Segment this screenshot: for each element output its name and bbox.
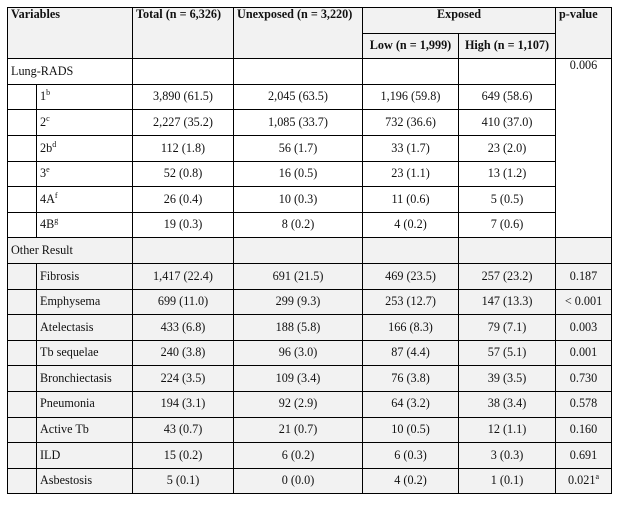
low-value bbox=[363, 110, 459, 136]
high-value-text: 1 (0.1) bbox=[490, 473, 524, 488]
indent-cell bbox=[8, 187, 37, 213]
total-value bbox=[133, 391, 234, 417]
row-label-text: 4A bbox=[40, 191, 55, 206]
total-value-text: 52 (0.8) bbox=[163, 166, 203, 181]
total-value-text: 19 (0.3) bbox=[163, 217, 203, 232]
low-value bbox=[363, 340, 459, 366]
unexposed-value bbox=[234, 417, 363, 443]
low-value-text: 23 (1.1) bbox=[391, 166, 430, 181]
total-value-text: 2,227 (35.2) bbox=[153, 114, 213, 129]
total-value-text: 194 (3.1) bbox=[160, 396, 206, 411]
low-value-text: 166 (8.3) bbox=[388, 319, 433, 334]
p-value bbox=[556, 263, 612, 289]
low-value-text: 4 (0.2) bbox=[394, 473, 427, 488]
indent-cell bbox=[8, 443, 37, 469]
indent-cell bbox=[8, 263, 37, 289]
indent-cell bbox=[8, 84, 37, 110]
empty-cell bbox=[459, 238, 556, 264]
p-value-text: 0.730 bbox=[569, 370, 598, 385]
row-label bbox=[37, 443, 133, 469]
indent-cell bbox=[8, 468, 37, 494]
total-value bbox=[133, 187, 234, 213]
table-container bbox=[7, 7, 611, 494]
total-value bbox=[133, 366, 234, 392]
total-value bbox=[133, 212, 234, 238]
unexposed-value bbox=[234, 366, 363, 392]
total-value bbox=[133, 84, 234, 110]
total-value-text: 26 (0.4) bbox=[163, 191, 203, 206]
unexposed-value bbox=[234, 161, 363, 187]
row-label-footnote: f bbox=[54, 190, 58, 200]
table-row bbox=[8, 187, 612, 213]
indent-cell bbox=[8, 135, 37, 161]
row-label-text: Atelectasis bbox=[40, 319, 94, 334]
p-value-text: 0.187 bbox=[569, 268, 598, 283]
header-variables: Variables bbox=[8, 8, 133, 59]
header-total: Total (n = 6,326) bbox=[133, 8, 234, 59]
high-value bbox=[459, 135, 556, 161]
unexposed-value-text: 1,085 (33.7) bbox=[268, 114, 328, 129]
table-body bbox=[8, 59, 612, 494]
low-value bbox=[363, 443, 459, 469]
unexposed-value bbox=[234, 84, 363, 110]
p-value bbox=[556, 315, 612, 341]
low-value bbox=[363, 187, 459, 213]
low-value-text: 76 (3.8) bbox=[391, 370, 430, 385]
row-label-text: Pneumonia bbox=[40, 396, 95, 411]
row-label-text: Asbestosis bbox=[40, 473, 93, 488]
total-value-text: 3,890 (61.5) bbox=[153, 89, 213, 104]
row-label-footnote: c bbox=[46, 113, 50, 123]
p-value-footnote: a bbox=[595, 472, 599, 482]
total-value-text: 5 (0.1) bbox=[166, 473, 200, 488]
unexposed-value-text: 16 (0.5) bbox=[278, 166, 318, 181]
row-label bbox=[37, 340, 133, 366]
row-label bbox=[37, 315, 133, 341]
row-label bbox=[37, 289, 133, 315]
low-value-text: 10 (0.5) bbox=[391, 422, 430, 437]
total-value bbox=[133, 340, 234, 366]
high-value-text: 79 (7.1) bbox=[487, 319, 527, 334]
unexposed-value-text: 109 (3.4) bbox=[275, 370, 321, 385]
row-label-text: 1 bbox=[40, 89, 47, 104]
table-row bbox=[8, 110, 612, 136]
high-value-text: 12 (1.1) bbox=[487, 422, 527, 437]
p-value-text: 0.021 bbox=[568, 473, 596, 488]
total-value-text: 224 (3.5) bbox=[160, 370, 206, 385]
indent-cell bbox=[8, 391, 37, 417]
low-value-text: 4 (0.2) bbox=[394, 217, 427, 232]
unexposed-value bbox=[234, 110, 363, 136]
total-value bbox=[133, 289, 234, 315]
row-label-footnote: d bbox=[52, 139, 57, 149]
row-label bbox=[37, 391, 133, 417]
section-row-other bbox=[8, 238, 612, 264]
unexposed-value-text: 299 (9.3) bbox=[275, 294, 321, 309]
unexposed-value-text: 8 (0.2) bbox=[281, 217, 315, 232]
low-value bbox=[363, 161, 459, 187]
low-value bbox=[363, 366, 459, 392]
unexposed-value bbox=[234, 289, 363, 315]
row-label-footnote: e bbox=[46, 165, 50, 175]
p-value-text: 0.578 bbox=[569, 396, 598, 411]
empty-cell bbox=[459, 59, 556, 85]
section-label-other-text: Other Result bbox=[11, 242, 73, 257]
low-value bbox=[363, 315, 459, 341]
unexposed-value-text: 92 (2.9) bbox=[278, 396, 318, 411]
high-value-text: 57 (5.1) bbox=[487, 345, 527, 360]
unexposed-value bbox=[234, 135, 363, 161]
empty-cell bbox=[234, 59, 363, 85]
high-value-text: 257 (23.2) bbox=[481, 268, 533, 283]
table-row bbox=[8, 340, 612, 366]
table-row bbox=[8, 366, 612, 392]
table-row bbox=[8, 263, 612, 289]
row-label-footnote: b bbox=[46, 88, 51, 98]
total-value-text: 1,417 (22.4) bbox=[153, 268, 213, 283]
indent-cell bbox=[8, 366, 37, 392]
indent-cell bbox=[8, 289, 37, 315]
unexposed-value-text: 2,045 (63.5) bbox=[268, 89, 328, 104]
high-value bbox=[459, 289, 556, 315]
row-label bbox=[37, 135, 133, 161]
high-value bbox=[459, 366, 556, 392]
row-label-text: Active Tb bbox=[40, 422, 89, 437]
p-value bbox=[556, 289, 612, 315]
row-label bbox=[37, 212, 133, 238]
low-value-text: 253 (12.7) bbox=[385, 294, 436, 309]
total-value bbox=[133, 315, 234, 341]
total-value-text: 699 (11.0) bbox=[157, 294, 209, 309]
total-value bbox=[133, 263, 234, 289]
high-value bbox=[459, 161, 556, 187]
indent-cell bbox=[8, 212, 37, 238]
row-label-footnote: g bbox=[54, 216, 59, 226]
total-value bbox=[133, 443, 234, 469]
unexposed-value-text: 56 (1.7) bbox=[278, 140, 318, 155]
low-value-text: 33 (1.7) bbox=[391, 140, 430, 155]
p-value bbox=[556, 417, 612, 443]
high-value-text: 3 (0.3) bbox=[490, 447, 524, 462]
table-row bbox=[8, 315, 612, 341]
indent-cell bbox=[8, 110, 37, 136]
row-label-text: Fibrosis bbox=[40, 268, 80, 283]
row-label bbox=[37, 417, 133, 443]
section-row-lungrads bbox=[8, 59, 612, 85]
unexposed-value bbox=[234, 443, 363, 469]
row-label bbox=[37, 110, 133, 136]
low-value bbox=[363, 135, 459, 161]
header-high: High (n = 1,107) bbox=[459, 33, 556, 59]
header-exposed: Exposed bbox=[363, 8, 556, 34]
row-label bbox=[37, 187, 133, 213]
low-value bbox=[363, 84, 459, 110]
unexposed-value bbox=[234, 391, 363, 417]
row-label-text: 2b bbox=[40, 140, 53, 155]
section-label-other bbox=[8, 238, 133, 264]
high-value-text: 7 (0.6) bbox=[490, 217, 524, 232]
row-label-text: Tb sequelae bbox=[40, 345, 99, 360]
p-value bbox=[556, 391, 612, 417]
unexposed-value bbox=[234, 468, 363, 494]
empty-cell bbox=[556, 238, 612, 264]
p-value bbox=[556, 366, 612, 392]
low-value-text: 6 (0.3) bbox=[394, 447, 427, 462]
row-label bbox=[37, 263, 133, 289]
row-label-text: Bronchiectasis bbox=[40, 370, 112, 385]
total-value bbox=[133, 161, 234, 187]
p-value-text: 0.160 bbox=[569, 422, 598, 437]
row-label bbox=[37, 161, 133, 187]
empty-cell bbox=[133, 238, 234, 264]
table-row bbox=[8, 391, 612, 417]
row-label-text: 4B bbox=[40, 217, 55, 232]
p-value bbox=[556, 443, 612, 469]
low-value-text: 1,196 (59.8) bbox=[380, 89, 441, 104]
total-value bbox=[133, 135, 234, 161]
high-value bbox=[459, 443, 556, 469]
empty-cell bbox=[363, 59, 459, 85]
header-pvalue: p-value bbox=[556, 8, 612, 59]
table-row bbox=[8, 289, 612, 315]
p-value bbox=[556, 340, 612, 366]
high-value-text: 13 (1.2) bbox=[487, 166, 527, 181]
table-row bbox=[8, 212, 612, 238]
low-value-text: 64 (3.2) bbox=[391, 396, 430, 411]
unexposed-value bbox=[234, 315, 363, 341]
header-low: Low (n = 1,999) bbox=[363, 33, 459, 59]
high-value-text: 39 (3.5) bbox=[487, 370, 527, 385]
low-value bbox=[363, 263, 459, 289]
unexposed-value-text: 21 (0.7) bbox=[278, 422, 318, 437]
empty-cell bbox=[363, 238, 459, 264]
total-value-text: 43 (0.7) bbox=[163, 422, 203, 437]
unexposed-value bbox=[234, 187, 363, 213]
low-value bbox=[363, 417, 459, 443]
p-value-text: 0.001 bbox=[569, 345, 598, 360]
row-label-text: ILD bbox=[40, 447, 61, 462]
table-row bbox=[8, 84, 612, 110]
unexposed-value-text: 188 (5.8) bbox=[275, 319, 321, 334]
high-value-text: 38 (3.4) bbox=[487, 396, 527, 411]
total-value-text: 112 (1.8) bbox=[160, 140, 206, 155]
indent-cell bbox=[8, 417, 37, 443]
indent-cell bbox=[8, 315, 37, 341]
high-value bbox=[459, 212, 556, 238]
row-label bbox=[37, 366, 133, 392]
high-value bbox=[459, 315, 556, 341]
unexposed-value-text: 6 (0.2) bbox=[281, 447, 315, 462]
total-value bbox=[133, 110, 234, 136]
high-value-text: 147 (13.3) bbox=[481, 294, 533, 309]
high-value bbox=[459, 391, 556, 417]
low-value-text: 87 (4.4) bbox=[391, 345, 430, 360]
high-value bbox=[459, 263, 556, 289]
header-row-top bbox=[8, 8, 612, 34]
total-value bbox=[133, 468, 234, 494]
low-value bbox=[363, 289, 459, 315]
row-label bbox=[37, 84, 133, 110]
row-label-text: Emphysema bbox=[40, 294, 101, 309]
high-value-text: 23 (2.0) bbox=[487, 140, 527, 155]
high-value bbox=[459, 340, 556, 366]
high-value-text: 649 (58.6) bbox=[481, 89, 533, 104]
lungrads-pvalue: 0.006 bbox=[556, 59, 612, 238]
p-value-text: 0.691 bbox=[569, 447, 598, 462]
row-label-text: 3 bbox=[40, 166, 47, 181]
high-value bbox=[459, 84, 556, 110]
high-value-text: 5 (0.5) bbox=[490, 191, 524, 206]
low-value bbox=[363, 391, 459, 417]
total-value bbox=[133, 417, 234, 443]
low-value-text: 469 (23.5) bbox=[385, 268, 436, 283]
unexposed-value-text: 96 (3.0) bbox=[278, 345, 318, 360]
unexposed-value bbox=[234, 212, 363, 238]
indent-cell bbox=[8, 161, 37, 187]
low-value bbox=[363, 212, 459, 238]
high-value bbox=[459, 110, 556, 136]
total-value-text: 240 (3.8) bbox=[160, 345, 206, 360]
p-value bbox=[556, 468, 612, 494]
table-row bbox=[8, 135, 612, 161]
empty-cell bbox=[234, 238, 363, 264]
results-table bbox=[7, 7, 612, 494]
high-value bbox=[459, 417, 556, 443]
unexposed-value-text: 691 (21.5) bbox=[272, 268, 324, 283]
section-label-lungrads: Lung-RADS bbox=[8, 59, 133, 85]
table-row bbox=[8, 443, 612, 469]
header-unexposed: Unexposed (n = 3,220) bbox=[234, 8, 363, 59]
high-value bbox=[459, 187, 556, 213]
row-label bbox=[37, 468, 133, 494]
table-row bbox=[8, 468, 612, 494]
table-row bbox=[8, 161, 612, 187]
low-value-text: 732 (36.6) bbox=[385, 114, 436, 129]
p-value-text: < 0.001 bbox=[564, 294, 603, 309]
unexposed-value bbox=[234, 263, 363, 289]
row-label-text: 2 bbox=[40, 114, 47, 129]
unexposed-value bbox=[234, 340, 363, 366]
indent-cell bbox=[8, 340, 37, 366]
high-value-text: 410 (37.0) bbox=[481, 114, 533, 129]
table-row bbox=[8, 417, 612, 443]
p-value-text: 0.003 bbox=[569, 319, 598, 334]
low-value bbox=[363, 468, 459, 494]
total-value-text: 15 (0.2) bbox=[163, 447, 203, 462]
total-value-text: 433 (6.8) bbox=[160, 319, 206, 334]
low-value-text: 11 (0.6) bbox=[391, 191, 430, 206]
high-value bbox=[459, 468, 556, 494]
empty-cell bbox=[133, 59, 234, 85]
unexposed-value-text: 0 (0.0) bbox=[281, 473, 315, 488]
unexposed-value-text: 10 (0.3) bbox=[278, 191, 318, 206]
